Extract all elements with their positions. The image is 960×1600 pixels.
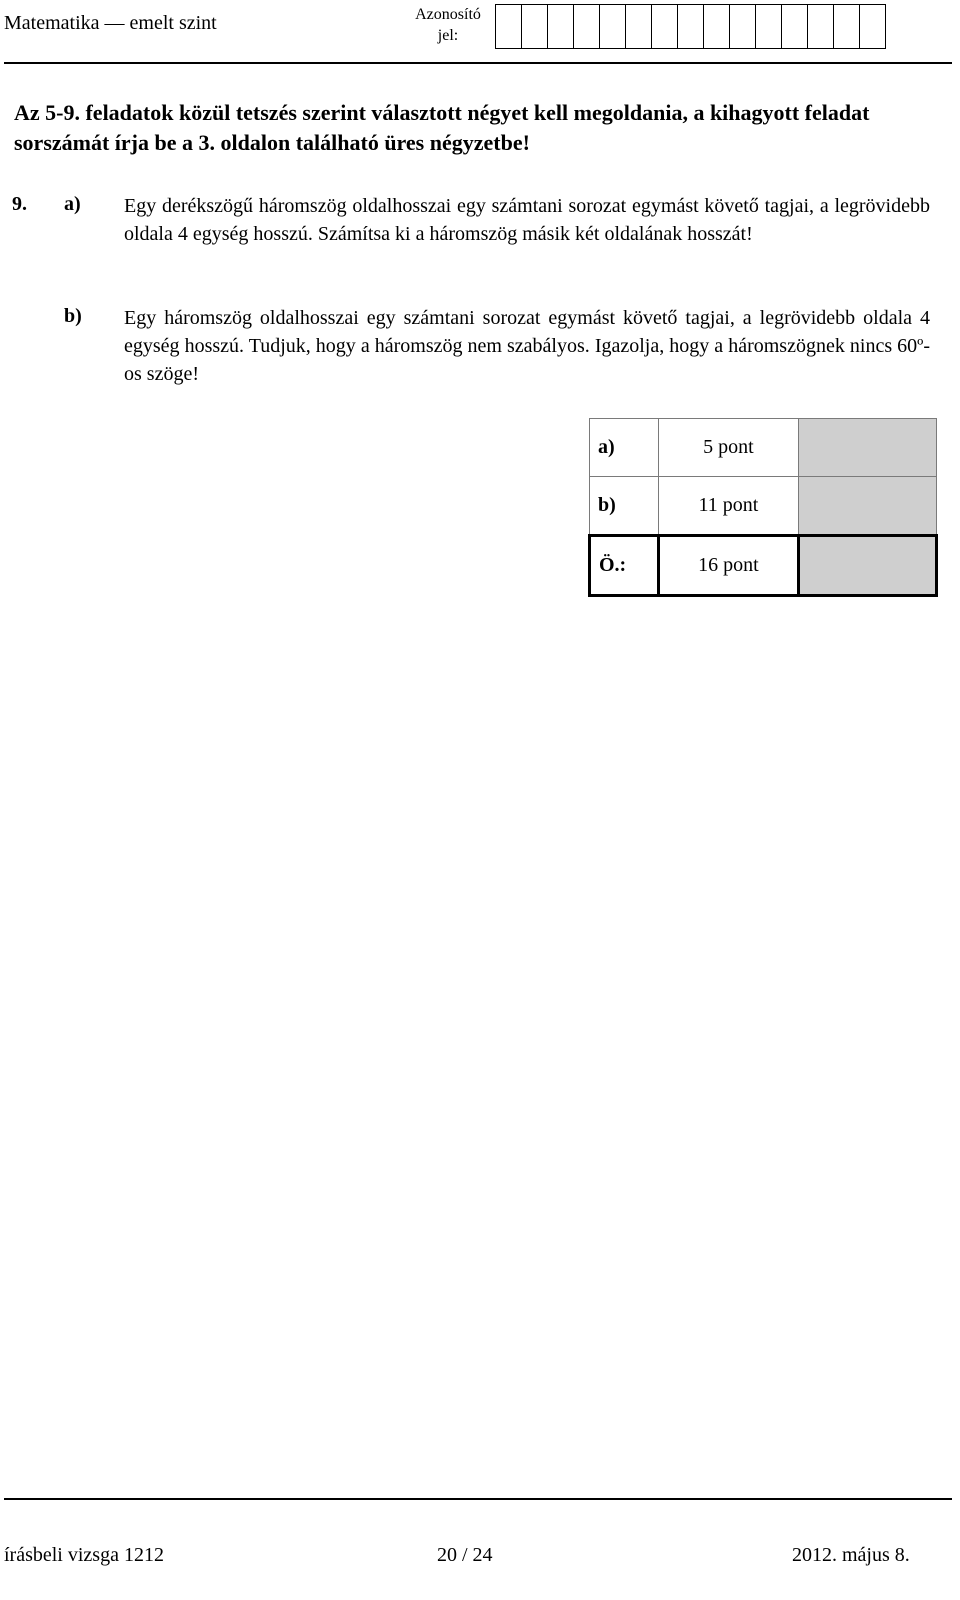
footer-date: 2012. május 8. — [792, 1544, 910, 1566]
score-points: 16 pont — [658, 536, 798, 596]
score-points: 11 pont — [658, 477, 798, 536]
part-a-text: Egy derékszögű háromszög oldalhosszai egy számtani sorozat egymást követő tagjai, a legrövidebb oldala 4 egység hosszú. Számítsa ki a háromszög másik két oldalának hosszát! — [124, 195, 930, 245]
id-code-box[interactable] — [495, 4, 522, 49]
id-code-box[interactable] — [521, 4, 548, 49]
score-label: b) — [590, 477, 659, 536]
problem-number: 9. — [12, 193, 27, 215]
score-entry-box[interactable] — [799, 477, 937, 536]
id-code-box[interactable] — [677, 4, 704, 49]
footer-exam-code: írásbeli vizsga 1212 — [4, 1544, 164, 1566]
id-label-line1: Azonosító — [415, 6, 481, 23]
id-code-box[interactable] — [833, 4, 860, 49]
id-code-box[interactable] — [703, 4, 730, 49]
id-code-box[interactable] — [599, 4, 626, 49]
id-code-box[interactable] — [807, 4, 834, 49]
footer-page-number: 20 / 24 — [437, 1544, 493, 1566]
score-table — [588, 418, 938, 597]
part-a-label: a) — [64, 193, 81, 215]
id-label — [410, 4, 486, 46]
score-row-b — [590, 477, 937, 536]
header-title: Matematika — emelt szint — [4, 12, 217, 34]
id-code-box[interactable] — [547, 4, 574, 49]
score-label: Ö.: — [590, 536, 659, 596]
id-code-box[interactable] — [573, 4, 600, 49]
score-points: 5 pont — [658, 419, 798, 477]
footer-rule — [4, 1498, 952, 1500]
id-code-box[interactable] — [651, 4, 678, 49]
score-entry-box[interactable] — [799, 419, 937, 477]
id-code-box[interactable] — [859, 4, 886, 49]
score-entry-box[interactable] — [799, 536, 937, 596]
score-label: a) — [590, 419, 659, 477]
instructions: Az 5-9. feladatok közül tetszés szerint választott négyet kell megoldania, a kihagyott feladat sorszámát írja be a 3. oldalon található üres négyzetbe! — [14, 100, 870, 155]
id-label-line2: jel: — [437, 27, 459, 44]
header-rule — [4, 62, 952, 64]
id-code-box[interactable] — [625, 4, 652, 49]
score-row-total — [590, 536, 937, 596]
part-b-text: Egy háromszög oldalhosszai egy számtani sorozat egymást követő tagjai, a legrövidebb oldala 4 egység hosszú. Tudjuk, hogy a háromszög nem szabályos. Igazolja, hogy a háromszögnek nincs 60º-os szöge! — [124, 307, 930, 385]
score-row-a — [590, 419, 937, 477]
id-code-box[interactable] — [755, 4, 782, 49]
id-code-box[interactable] — [729, 4, 756, 49]
id-code-boxes — [495, 4, 885, 49]
part-b-label: b) — [64, 305, 82, 327]
id-code-box[interactable] — [781, 4, 808, 49]
